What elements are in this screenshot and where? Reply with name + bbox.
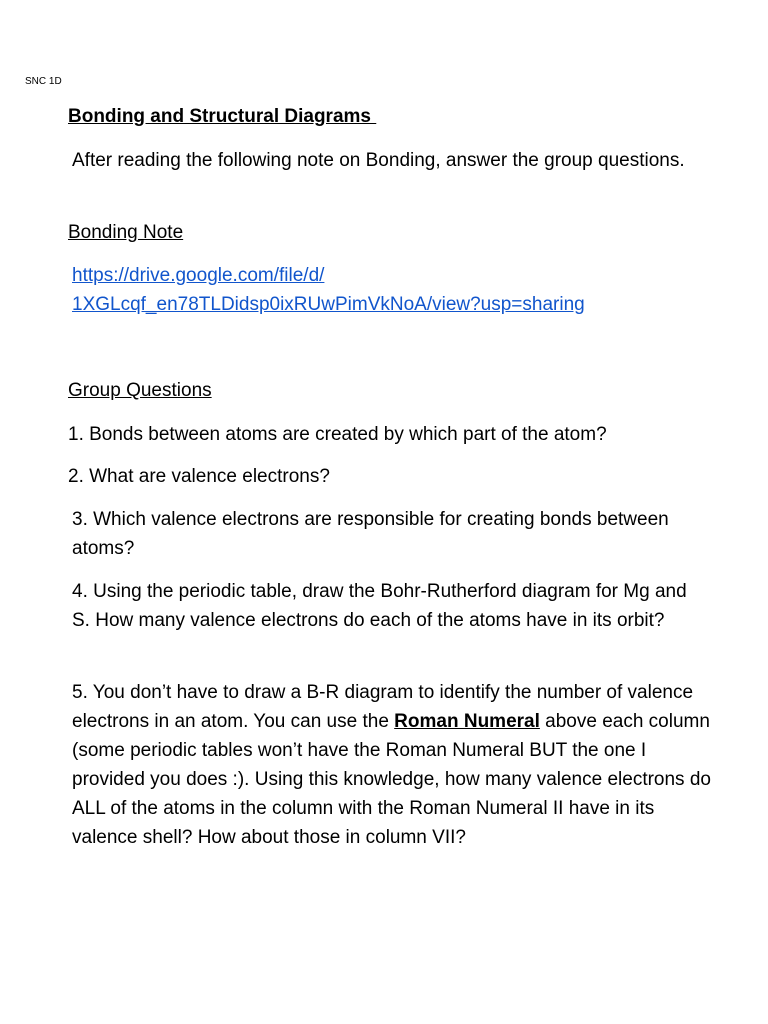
- question-2: 2. What are valence electrons?: [68, 466, 330, 487]
- course-code: SNC 1D: [25, 76, 62, 87]
- group-questions-heading: Group Questions: [68, 380, 212, 401]
- bonding-note-link-line1: https://drive.google.com/file/d/: [72, 265, 325, 286]
- bonding-note-link-line2: 1XGLcqf_en78TLDidsp0ixRUwPimVkNoA/view?usp=sharing: [72, 294, 585, 315]
- question-5-text-start: 5. You don’t have to draw a B-R diagram to identify the number of valence electrons in an atom. You can use the: [72, 682, 694, 732]
- roman-numeral-emphasis: Roman Numeral: [394, 711, 540, 732]
- intro-text: After reading the following note on Bonding, answer the group questions.: [72, 150, 685, 171]
- question-5-text-end: above each column (some periodic tables won’t have the Roman Numeral BUT the one I provided you does :). Using this knowledge, how many valence electrons do ALL of the atoms in the column with the Roman Numeral II have in its valence shell? How about those in column VII?: [72, 711, 711, 848]
- question-5: [72, 678, 712, 852]
- question-3: 3. Which valence electrons are responsible for creating bonds between atoms?: [72, 509, 669, 559]
- page-title: Bonding and Structural Diagrams: [68, 106, 377, 127]
- bonding-note-link[interactable]: [72, 261, 712, 319]
- question-4: 4. Using the periodic table, draw the Bohr-Rutherford diagram for Mg and S. How many valence electrons do each of the atoms have in its orbit?: [72, 581, 687, 631]
- bonding-note-heading: Bonding Note: [68, 222, 184, 243]
- question-1: 1. Bonds between atoms are created by which part of the atom?: [68, 424, 607, 445]
